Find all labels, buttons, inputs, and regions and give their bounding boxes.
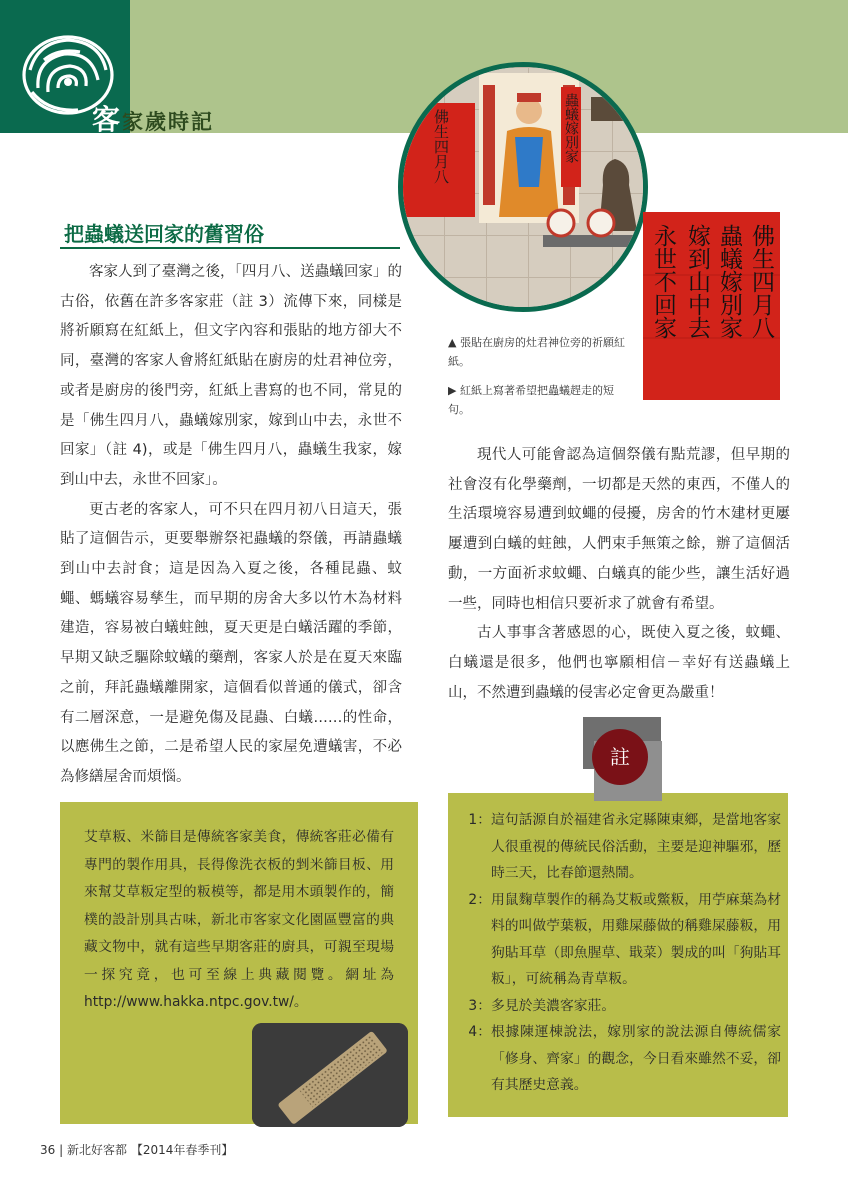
note-text: 這句話源自於福建省永定縣陳東鄉，是當地客家人很重視的傳統民俗活動，主要是迎神驅邪，歷時三天，比春節還熱鬧。 [491, 812, 781, 881]
section-title [92, 98, 214, 138]
red-paper-photo [643, 212, 780, 400]
note-item [461, 1019, 781, 1099]
section-title-main: 客 [92, 103, 123, 136]
red-paper-calligraphy [643, 212, 780, 400]
note-item [461, 993, 781, 1020]
article-title: 把蟲蟻送回家的舊習俗 [64, 222, 264, 246]
article-paragraph: 客家人到了臺灣之後，「四月八、送蟲蟻回家」的古俗，依舊在許多客家莊（註 3）流傳下來，同樣是將祈願寫在紅紙上，但文字內容和張貼的地方卻大不同，臺灣的客家人會將紅紙貼在廚房的灶君神位旁，或者是廚房的後門旁，紅紙上書寫的也不同，常見的是「佛生四月八，蟲蟻嫁別家，嫁到山中去，永世不回家」（註 4)，或是「佛生四月八，蟲蟻生我家，嫁到山中去，永世不回家」。 [60, 264, 402, 488]
magazine-name: 新北好客都 [66, 1143, 127, 1157]
article-right-column [448, 441, 790, 708]
issue-name: 【2014年春季刊】 [130, 1143, 234, 1157]
article-left-column [60, 258, 402, 793]
altar-photo-illustration [403, 67, 648, 312]
notes-badge: 註 [592, 729, 648, 785]
wooden-grater-illustration [252, 1023, 408, 1127]
red-paper-col-4: 永世不回家 [650, 224, 676, 339]
note-text: 多見於美濃客家莊。 [491, 997, 616, 1014]
cup-left [548, 210, 574, 236]
note-item [461, 807, 781, 887]
note-number: 4： [468, 1024, 491, 1040]
note-text: 用鼠麴草製作的稱為艾粄或鱉粄，用苧麻葉為材料的叫做苧葉粄，用雞屎藤做的稱雞屎藤粄，用狗貼耳草（即魚腥草、戢菜）製成的叫「狗貼耳粄」，可統稱為青草粄。 [491, 891, 781, 987]
altar-photo [398, 62, 648, 312]
note-number: 3： [468, 997, 491, 1014]
photo-caption-2: ▶ 紅紙上寫著希望把蟲蟻趕走的短句。 [448, 384, 614, 416]
info-box-text: 艾草粄、米篩目是傳統客家美食，傳統客莊必備有專門的製作用具，長得像洗衣板的剉米篩目板、用來幫艾草粄定型的粄模等，都是用木頭製作的，簡樸的設計別具古味，新北市客家文化園區豐富的典藏文物中，就有這些早期客莊的廚具，可親至現場一探究竟，也可至線上典藏閱覽。網址為 http://www.hakka.ntpc.gov.tw/。 [84, 829, 394, 1010]
photo-caption-1: ▲ 張貼在廚房的灶君神位旁的祈願紅紙。 [448, 336, 625, 368]
cup-right [588, 210, 614, 236]
note-number: 2： [468, 891, 491, 908]
notes-list [461, 807, 781, 1099]
altar-red-paper-text-left: 佛生四月八 [432, 109, 450, 184]
red-paper-col-3: 嫁到山中去 [684, 224, 710, 339]
altar-red-paper-text-right: 蟲蟻嫁別家 [563, 93, 579, 163]
note-text: 根據陳運棟說法，嫁別家的說法源自傳統儒家「修身、齊家」的觀念，今日看來雖然不妥，卻有其歷史意義。 [491, 1024, 781, 1093]
article-paragraph: 更古老的客家人，可不只在四月初八日這天，張貼了這個告示，更要舉辦祭祀蟲蟻的祭儀，再請蟲蟻到山中去討食；這是因為入夏之後，各種昆蟲、蚊蠅、螞蟻容易孳生，而早期的房舍大多以竹木為材料建造，容易被白蟻蛀蝕，夏天更是白蟻活躍的季節，早期又缺乏驅除蚊蟻的藥劑，客家人於是在夏天來臨之前，拜託蟲蟻離開家，這個看似普通的儀式，卻含有二層深意，一是避免傷及昆蟲、白蟻……的性命，以應佛生之節，二是希望人民的家屋免遭蟻害，不必為修繕屋舍而煩惱。 [60, 501, 402, 785]
footer-divider: | [59, 1143, 67, 1157]
note-item [461, 887, 781, 993]
title-underline [60, 247, 400, 249]
article-paragraph: 現代人可能會認為這個祭儀有點荒謬，但早期的社會沒有化學藥劑，一切都是天然的東西，不僅人的生活環境容易遭到蚊蠅的侵擾，房舍的竹木建材更屢屢遭到白蟻的蛀蝕，人們束手無策之餘，辦了這個活動，一方面祈求蚊蠅、白蟻真的能少些，讓生活好過一些，同時也相信只要祈求了就會有希望。 [448, 447, 790, 612]
red-paper-col-1: 佛生四月八 [748, 224, 774, 339]
article-paragraph: 古人事事含著感恩的心，既使入夏之後，蚊蠅、白蟻還是很多，他們也寧願相信－幸好有送蟲蟻上山，不然遭到蟲蟻的侵害必定會更為嚴重！ [448, 625, 790, 701]
note-number: 1： [468, 812, 491, 828]
section-title-rest: 家歲時記 [122, 110, 215, 134]
wooden-grater-photo [252, 1023, 408, 1127]
page-footer [40, 1141, 233, 1158]
page-number: 36 [40, 1143, 56, 1157]
red-paper-col-2: 蟲蟻嫁別家 [716, 224, 742, 339]
